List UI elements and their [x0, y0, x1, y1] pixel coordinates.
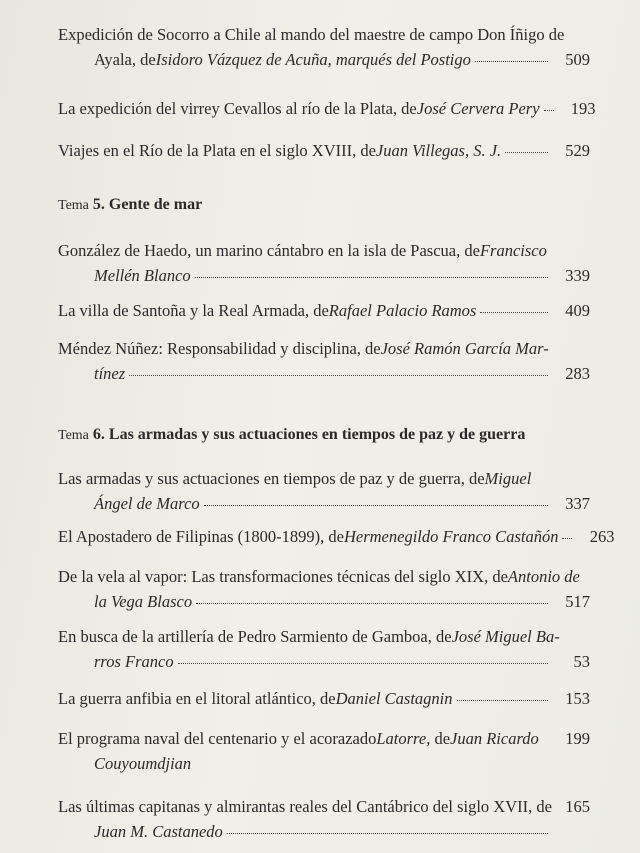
toc-entry-author: Couyoumdjian — [94, 754, 192, 773]
toc-entry-line — [58, 47, 590, 72]
dot-leader — [178, 662, 548, 664]
toc-entry-author: Juan Villegas, S. J. — [375, 141, 502, 160]
toc-entry-line — [58, 726, 590, 751]
dot-leader — [544, 109, 554, 111]
toc-entry-title: El Apostadero de Filipinas (1800-1899), de — [58, 527, 344, 546]
dot-leader — [129, 374, 548, 376]
toc-entry-page: 283 — [565, 364, 590, 383]
dot-leader — [480, 311, 548, 313]
toc-entry-title: Ayala, de — [94, 50, 156, 69]
dot-leader — [505, 151, 548, 153]
toc-entry-line — [58, 22, 590, 47]
toc-entry-page: 509 — [565, 50, 590, 69]
toc-entry-title: González de Haedo, un marino cántabro en la isla de Pascua, de — [58, 241, 480, 260]
toc-entry-line — [58, 564, 590, 589]
toc-entry[interactable] — [58, 466, 590, 516]
toc-entry[interactable] — [58, 96, 596, 121]
toc-entry-line — [58, 524, 615, 549]
toc-entry-line — [58, 238, 590, 263]
toc-entry-author: rros Franco — [94, 652, 174, 671]
toc-entry-title: Las armadas y sus actuaciones en tiempos de paz y de guerra, de — [58, 469, 485, 488]
toc-entry-line — [58, 263, 590, 288]
toc-entry-author: Juan M. Castanedo — [94, 822, 223, 841]
toc-entry-author: Francisco — [479, 241, 547, 260]
toc-entry-line — [58, 589, 590, 614]
toc-entry-line — [58, 624, 590, 649]
toc-entry-title: En busca de la artillería de Pedro Sarmiento de Gamboa, de — [58, 627, 452, 646]
toc-entry-author: Daniel Castagnin — [335, 689, 453, 708]
toc-entry-title: Viajes en el Río de la Plata en el siglo XVIII, de — [58, 141, 376, 160]
toc-entry-title: La expedición del virrey Cevallos al río de la Plata, de — [58, 99, 417, 118]
toc-entry-title: Expedición de Socorro a Chile al mando del maestre de campo Don Íñigo de — [58, 25, 565, 44]
section-heading — [58, 426, 598, 444]
toc-entry[interactable] — [58, 624, 590, 674]
toc-entry-title: Méndez Núñez: Responsabilidad y disciplina, de — [58, 339, 381, 358]
toc-entry-page: 529 — [565, 141, 590, 160]
toc-entry-page: 339 — [565, 266, 590, 285]
toc-entry[interactable] — [58, 22, 590, 72]
dot-leader — [475, 60, 548, 62]
toc-entry-line — [58, 466, 590, 491]
toc-entry-author: José Miguel Ba- — [451, 627, 560, 646]
section-heading — [58, 196, 598, 214]
dot-leader — [204, 504, 548, 506]
toc-entry-author: Miguel — [484, 469, 532, 488]
toc-entry-page: 165 — [565, 797, 590, 816]
dot-leader — [227, 832, 548, 834]
toc-entry-page: 193 — [570, 99, 596, 118]
toc-entry-title: La villa de Santoña y la Real Armada, de — [58, 301, 329, 320]
toc-entry-line — [58, 794, 590, 819]
section-heading-title: Gente de mar — [108, 196, 203, 213]
toc-entry-title: Las últimas capitanas y almirantas reales del Cantábrico del siglo XVII, de — [58, 797, 552, 816]
toc-entry-line — [58, 298, 590, 323]
toc-entry-page: 337 — [565, 494, 590, 513]
dot-leader — [195, 276, 548, 278]
toc-entry[interactable] — [58, 564, 590, 614]
toc-entry-author: José Ramón García Mar- — [380, 339, 549, 358]
toc-entry-line — [58, 138, 590, 163]
toc-entry[interactable] — [58, 138, 590, 163]
toc-entry[interactable] — [58, 336, 590, 386]
toc-entry[interactable] — [58, 238, 590, 288]
toc-entry[interactable] — [58, 726, 590, 776]
toc-entry-author: Mellén Blanco — [94, 266, 191, 285]
toc-entry-author: José Cervera Pery — [416, 99, 540, 118]
toc-entry-title: El programa naval del centenario y el acorazado — [58, 729, 377, 748]
section-heading-prefix: Tema — [58, 428, 89, 443]
toc-entry-author: Juan Ricardo — [450, 729, 539, 748]
section-heading-number: 6. — [92, 426, 105, 443]
toc-entry-page: 153 — [565, 689, 590, 708]
toc-entry-author: tínez — [94, 364, 126, 383]
toc-entry-title: De la vela al vapor: Las transformaciones técnicas del siglo XIX, de — [58, 567, 508, 586]
toc-entry-line — [58, 491, 590, 516]
toc-entry-page: 263 — [589, 527, 615, 546]
toc-entry-line — [58, 361, 590, 386]
toc-entry-author: Isidoro Vázquez de Acuña, marqués del Postigo — [155, 50, 471, 69]
toc-entry-author: Antonio de — [507, 567, 580, 586]
toc-entry-author: Latorre — [376, 729, 427, 748]
toc-entry[interactable] — [58, 794, 590, 844]
toc-entry-page: 199 — [565, 729, 590, 748]
toc-entry-line — [58, 96, 596, 121]
dot-leader — [457, 699, 548, 701]
toc-entry[interactable] — [58, 298, 590, 323]
toc-entry-title: La guerra anfibia en el litoral atlántico, de — [58, 689, 336, 708]
toc-entry-author: Ángel de Marco — [94, 494, 200, 513]
toc-entry-author: Hermenegildo Franco Castañón — [343, 527, 559, 546]
toc-entry-line — [58, 686, 590, 711]
dot-leader — [196, 602, 548, 604]
toc-entry-title: , de — [426, 729, 451, 748]
toc-entry-line — [58, 649, 590, 674]
toc-entry-page: 53 — [573, 652, 590, 671]
toc-entry-line — [58, 336, 590, 361]
toc-entry-author: Rafael Palacio Ramos — [328, 301, 477, 320]
dot-leader — [562, 537, 572, 539]
section-heading-title: Las armadas y sus actuaciones en tiempos de paz y de guerra — [108, 426, 526, 443]
section-heading-number: 5. — [92, 196, 105, 213]
toc-entry[interactable] — [58, 524, 615, 549]
toc-entry-page: 517 — [565, 592, 590, 611]
toc-entry[interactable] — [58, 686, 590, 711]
toc-entry-line — [58, 819, 590, 844]
toc-entry-author: la Vega Blasco — [94, 592, 193, 611]
section-heading-prefix: Tema — [58, 198, 89, 213]
toc-entry-page: 409 — [565, 301, 590, 320]
